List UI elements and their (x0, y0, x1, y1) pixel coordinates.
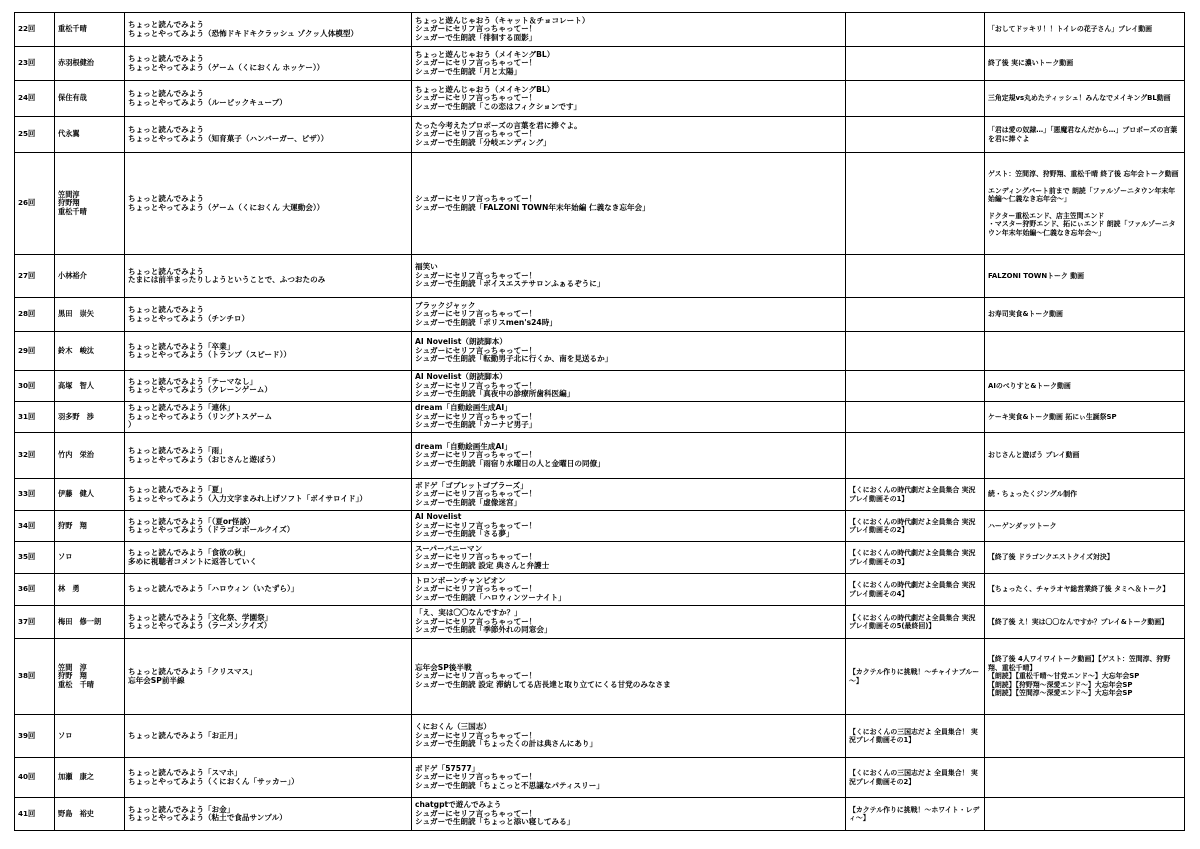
episode-number-cell: 40回 (15, 758, 55, 798)
cast-cell: 笠間 淳 狩野 翔 重松 千晴 (55, 639, 125, 715)
episode-number-cell: 30回 (15, 371, 55, 402)
segment-b-cell: ちょっと遊んじゃおう（メイキングBL） シュガーにセリフ言っちゃってー！ シュガーで生朗読「この恋はフィクションです」 (412, 81, 846, 117)
after-talk-cell: 【終了後 ドラゴンクエストクイズ対決】 (985, 542, 1185, 574)
cast-cell: 林 勇 (55, 574, 125, 606)
segment-a-cell: ちょっと読んでみよう「文化祭、学園祭」 ちょっとやってみよう（ラーメンクイズ） (125, 606, 412, 639)
bonus-video-cell (846, 433, 985, 479)
cast-cell: 代永翼 (55, 117, 125, 153)
bonus-video-cell: 【カクテル作りに挑戦！～チャイナブルー～】 (846, 639, 985, 715)
after-talk-cell: ハーゲンダッツトーク (985, 511, 1185, 542)
table-row (15, 255, 1185, 298)
segment-a-cell: ちょっと読んでみよう ちょっとやってみよう（ゲーム（くにおくん ホッケー）） (125, 47, 412, 81)
after-talk-cell (985, 715, 1185, 758)
bonus-video-cell (846, 117, 985, 153)
bonus-video-cell (846, 13, 985, 47)
table-row (15, 758, 1185, 798)
table-body (15, 13, 1185, 831)
after-talk-cell: 「君は愛の奴隷…」「悪魔君なんだから…」プロポーズの言葉を君に捧ぐよ (985, 117, 1185, 153)
episode-number-cell: 26回 (15, 153, 55, 255)
table-row (15, 117, 1185, 153)
after-talk-cell: 三角定規vs丸めたティッシュ！みんなでメイキングBL動画 (985, 81, 1185, 117)
table-row (15, 153, 1185, 255)
segment-b-cell: ボドゲ「57577」 シュガーにセリフ言っちゃってー！ シュガーで生朗読「ちょこっと不思議なパティスリー」 (412, 758, 846, 798)
after-talk-cell (985, 758, 1185, 798)
cast-cell: 赤羽根健治 (55, 47, 125, 81)
episode-number-cell: 22回 (15, 13, 55, 47)
cast-cell: ソロ (55, 542, 125, 574)
cast-cell: 黒田 崇矢 (55, 298, 125, 332)
episode-number-cell: 23回 (15, 47, 55, 81)
cast-cell: 鈴木 峻汰 (55, 332, 125, 371)
episode-number-cell: 33回 (15, 479, 55, 511)
bonus-video-cell (846, 81, 985, 117)
bonus-video-cell (846, 255, 985, 298)
after-talk-cell: 【ちょったく、チャラオヤ総営業終了後 タミヘ＆トーク】 (985, 574, 1185, 606)
segment-b-cell: 福笑い シュガーにセリフ言っちゃってー！ シュガーで生朗読「ボイスエステサロンふぁるぞうに」 (412, 255, 846, 298)
after-talk-cell: 「おしてドッキリ！！トイレの花子さん」プレイ動画 (985, 13, 1185, 47)
segment-a-cell: ちょっと読んでみよう「夏」 ちょっとやってみよう（入力文字まみれ上げソフト「ボイサロイド」） (125, 479, 412, 511)
bonus-video-cell (846, 371, 985, 402)
table-row (15, 511, 1185, 542)
after-talk-cell: 【終了後 4人ワイワイトーク動画】【ゲスト：笠間淳、狩野翔、重松千晴】 【朗読】【重松千晴～甘党エンド～】大忘年会SP 【朗読】【狩野翔～深愛エンド～】大忘年会SP 【朗読】【笠間淳～深愛エンド～】大忘年会SP (985, 639, 1185, 715)
cast-cell: 狩野 翔 (55, 511, 125, 542)
after-talk-cell: お寿司実食&トーク動画 (985, 298, 1185, 332)
table-row (15, 433, 1185, 479)
cast-cell: 加瀬 康之 (55, 758, 125, 798)
cast-cell: 梅田 修一朗 (55, 606, 125, 639)
bonus-video-cell: 【くにおくんの時代劇だよ全員集合 実況プレイ動画その5(最終回)】 (846, 606, 985, 639)
segment-b-cell: AI Novelist（朗読脚本） シュガーにセリフ言っちゃってー！ シュガーで生朗読「真夜中の診療所歯科医編」 (412, 371, 846, 402)
table-row (15, 81, 1185, 117)
after-talk-cell: 続・ちょったくジングル制作 (985, 479, 1185, 511)
bonus-video-cell: 【カクテル作りに挑戦！～ホワイト・レディ～】 (846, 798, 985, 831)
segment-a-cell: ちょっと読んでみよう「卒業」 ちょっとやってみよう（トランプ（スピード）） (125, 332, 412, 371)
segment-a-cell: ちょっと読んでみよう ちょっとやってみよう（ゲーム（くにおくん 大運動会）） (125, 153, 412, 255)
cast-cell: 竹内 栄治 (55, 433, 125, 479)
cast-cell: 羽多野 渉 (55, 402, 125, 433)
table-row (15, 798, 1185, 831)
bonus-video-cell: 【くにおくんの三国志だよ 全員集合！ 実況プレイ動画その1】 (846, 715, 985, 758)
cast-cell: ソロ (55, 715, 125, 758)
segment-a-cell: ちょっと読んでみよう「お正月」 (125, 715, 412, 758)
after-talk-cell: ケーキ実食&トーク動画 拓にぃ生誕祭SP (985, 402, 1185, 433)
bonus-video-cell: 【くにおくんの時代劇だよ全員集合 実況プレイ動画その2】 (846, 511, 985, 542)
segment-a-cell: ちょっと読んでみよう「ハロウィン（いたずら）」 (125, 574, 412, 606)
segment-a-cell: ちょっと読んでみよう ちょっとやってみよう（チンチロ） (125, 298, 412, 332)
segment-a-cell: ちょっと読んでみよう ちょっとやってみよう（恐怖ドキドキクラッシュ ゾクッ人体模型） (125, 13, 412, 47)
segment-a-cell: ちょっと読んでみよう「雨」 ちょっとやってみよう（おじさんと遊ぼう） (125, 433, 412, 479)
bonus-video-cell: 【くにおくんの時代劇だよ全員集合 実況プレイ動画その4】 (846, 574, 985, 606)
table-row (15, 639, 1185, 715)
episode-number-cell: 32回 (15, 433, 55, 479)
segment-b-cell: AI Novelist（朗読脚本） シュガーにセリフ言っちゃってー！ シュガーで生朗読「転勤男子北に行くか、南を見送るか」 (412, 332, 846, 371)
table-row (15, 574, 1185, 606)
segment-b-cell: トロンボーンチャンピオン シュガーにセリフ言っちゃってー！ シュガーで生朗読「ハロウィンツーナイト」 (412, 574, 846, 606)
episode-number-cell: 24回 (15, 81, 55, 117)
segment-a-cell: ちょっと読んでみよう「連休」 ちょっとやってみよう（リングトスゲーム ） (125, 402, 412, 433)
segment-a-cell: ちょっと読んでみよう「食欲の秋」 多めに視聴者コメントに返答していく (125, 542, 412, 574)
after-talk-cell: AIのべりすと&トーク動画 (985, 371, 1185, 402)
segment-b-cell: dream「自動絵画生成AI」 シュガーにセリフ言っちゃってー！ シュガーで生朗読「カーナビ男子」 (412, 402, 846, 433)
table-row (15, 13, 1185, 47)
table-row (15, 479, 1185, 511)
table-row (15, 606, 1185, 639)
cast-cell: 重松千晴 (55, 13, 125, 47)
segment-a-cell: ちょっと読んでみよう「お金」 ちょっとやってみよう（粘土で食品サンプル） (125, 798, 412, 831)
after-talk-cell (985, 798, 1185, 831)
segment-a-cell: ちょっと読んでみよう「クリスマス」 忘年会SP前半線 (125, 639, 412, 715)
segment-b-cell: くにおくん（三国志） シュガーにセリフ言っちゃってー！ シュガーで生朗読「ちょったくの計は典さんにあり」 (412, 715, 846, 758)
table-row (15, 298, 1185, 332)
segment-b-cell: ちょっと遊んじゃおう（メイキングBL） シュガーにセリフ言っちゃってー！ シュガーで生朗読「月と太陽」 (412, 47, 846, 81)
bonus-video-cell (846, 402, 985, 433)
cast-cell: 野島 裕史 (55, 798, 125, 831)
episode-number-cell: 37回 (15, 606, 55, 639)
episode-schedule-table (14, 12, 1185, 831)
segment-b-cell: ちょっと遊んじゃおう（キャット＆チョコレート） シュガーにセリフ言っちゃってー！ シュガーで生朗読「徘徊する面影」 (412, 13, 846, 47)
cast-cell: 笠間淳 狩野翔 重松千晴 (55, 153, 125, 255)
segment-b-cell: スーパーバニーマン シュガーにセリフ言っちゃってー！ シュガーで生朗読 設定 典さんと弁護士 (412, 542, 846, 574)
segment-a-cell: ちょっと読んでみよう「テーマなし」 ちょっとやってみよう（クレーンゲーム） (125, 371, 412, 402)
cast-cell: 小林裕介 (55, 255, 125, 298)
bonus-video-cell: 【くにおくんの三国志だよ 全員集合！ 実況プレイ動画その2】 (846, 758, 985, 798)
segment-a-cell: ちょっと読んでみよう「（夏or怪談） ちょっとやってみよう（ドラゴンボールクイズ） (125, 511, 412, 542)
segment-a-cell: ちょっと読んでみよう「スマホ」 ちょっとやってみよう（くにおくん「サッカー」） (125, 758, 412, 798)
table-row (15, 332, 1185, 371)
episode-number-cell: 35回 (15, 542, 55, 574)
table-row (15, 402, 1185, 433)
bonus-video-cell (846, 298, 985, 332)
segment-b-cell: 「え、実は〇〇なんですか？」 シュガーにセリフ言っちゃってー！ シュガーで生朗読「季節外れの同窓会」 (412, 606, 846, 639)
segment-a-cell: ちょっと読んでみよう ちょっとやってみよう（ルービックキューブ） (125, 81, 412, 117)
segment-b-cell: 忘年会SP後半戦 シュガーにセリフ言っちゃってー！ シュガーで生朗読 設定 滞納してる店長達と取り立てにくる甘党のみなさま (412, 639, 846, 715)
episode-number-cell: 28回 (15, 298, 55, 332)
segment-a-cell: ちょっと読んでみよう たまには前半まったりしようということで、ふつおたのみ (125, 255, 412, 298)
after-talk-cell: 終了後 実に濃いトーク動画 (985, 47, 1185, 81)
episode-number-cell: 27回 (15, 255, 55, 298)
bonus-video-cell (846, 332, 985, 371)
after-talk-cell: FALZONI TOWNトーク 動画 (985, 255, 1185, 298)
bonus-video-cell (846, 47, 985, 81)
bonus-video-cell: 【くにおくんの時代劇だよ全員集合 実況プレイ動画その1】 (846, 479, 985, 511)
bonus-video-cell (846, 153, 985, 255)
bonus-video-cell: 【くにおくんの時代劇だよ全員集合 実況プレイ動画その3】 (846, 542, 985, 574)
episode-number-cell: 34回 (15, 511, 55, 542)
episode-number-cell: 41回 (15, 798, 55, 831)
segment-b-cell: chatgptで遊んでみよう シュガーにセリフ言っちゃってー！ シュガーで生朗読「ちょっと添い寝してみる」 (412, 798, 846, 831)
episode-number-cell: 36回 (15, 574, 55, 606)
table-row (15, 47, 1185, 81)
episode-number-cell: 38回 (15, 639, 55, 715)
after-talk-cell: おじさんと遊ぼう プレイ動画 (985, 433, 1185, 479)
after-talk-cell: 【終了後 え！実は〇〇なんですか？プレイ&トーク動画】 (985, 606, 1185, 639)
segment-b-cell: ブラックジャック シュガーにセリフ言っちゃってー！ シュガーで生朗読「ポリスmen's24時」 (412, 298, 846, 332)
after-talk-cell: ゲスト：笠間淳、狩野翔、重松千晴 終了後 忘年会トーク動画 エンディングパート前まで 朗読「ファルゾーニタウン年末年始編～仁義なき忘年会～」 ドクター重松エンド、店主笠間エンド ・マスター狩野エンド、拓にぃエンド 朗読「ファルゾーニタウン年末年始編～仁義なき忘年会～」 (985, 153, 1185, 255)
segment-b-cell: シュガーにセリフ言っちゃってー！ シュガーで生朗読「FALZONI TOWN年末年始編 仁義なき忘年会」 (412, 153, 846, 255)
cast-cell: 伊藤 健人 (55, 479, 125, 511)
episode-number-cell: 31回 (15, 402, 55, 433)
episode-number-cell: 25回 (15, 117, 55, 153)
segment-b-cell: ボドゲ「ゴブレットゴブラーズ」 シュガーにセリフ言っちゃってー！ シュガーで生朗読「虚像迷宮」 (412, 479, 846, 511)
table-row (15, 371, 1185, 402)
segment-a-cell: ちょっと読んでみよう ちょっとやってみよう（知育菓子（ハンバーガー、ピザ）） (125, 117, 412, 153)
cast-cell: 高塚 智人 (55, 371, 125, 402)
episode-number-cell: 29回 (15, 332, 55, 371)
table-row (15, 715, 1185, 758)
cast-cell: 保住有哉 (55, 81, 125, 117)
after-talk-cell (985, 332, 1185, 371)
segment-b-cell: dream「自動絵画生成AI」 シュガーにセリフ言っちゃってー！ シュガーで生朗読「雨宿り水曜日の人と金曜日の同僚」 (412, 433, 846, 479)
segment-b-cell: たった今考えたプロポーズの言葉を君に捧ぐよ。 シュガーにセリフ言っちゃってー！ シュガーで生朗読「分岐エンディング」 (412, 117, 846, 153)
table-row (15, 542, 1185, 574)
episode-number-cell: 39回 (15, 715, 55, 758)
segment-b-cell: AI Novelist シュガーにセリフ言っちゃってー！ シュガーで生朗読「さる夢」 (412, 511, 846, 542)
